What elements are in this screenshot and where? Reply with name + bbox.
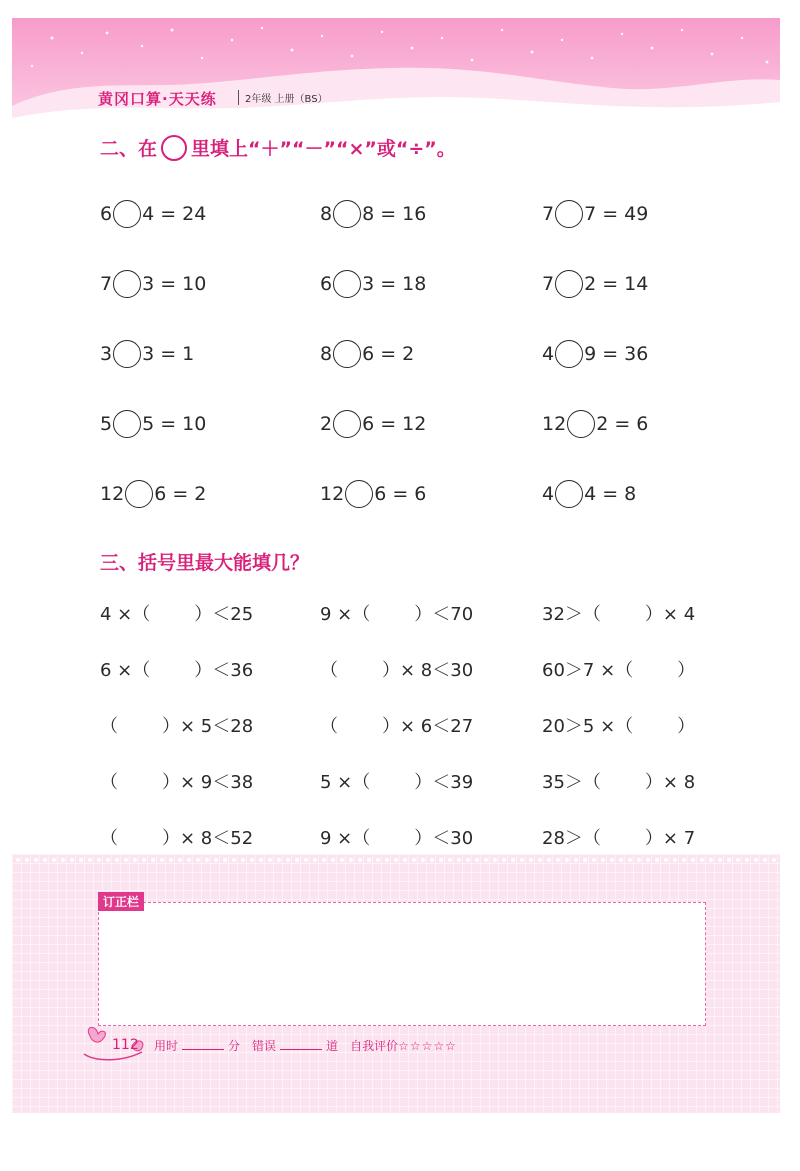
operator-problem: 5 5 = 10: [100, 410, 206, 438]
edition-label: 2年级 上册（BS）: [238, 90, 328, 105]
correction-area: [12, 854, 780, 1113]
inequality-problem: （ ）× 5＜28: [100, 716, 254, 737]
inequality-problem: 60＞7 ×（ ）: [542, 660, 696, 681]
inequality-problem: 9 ×（ ）＜30: [320, 828, 474, 849]
section3-title: 三、括号里最大能填几？: [100, 552, 310, 574]
operator-problem: 4 4 = 8: [542, 480, 636, 508]
inequality-problem: 20＞5 ×（ ）: [542, 716, 696, 737]
inequality-problem: 35＞（ ）× 8: [542, 772, 696, 793]
operator-circle[interactable]: [333, 200, 361, 228]
operator-problem: 7 2 = 14: [542, 270, 648, 298]
inequality-problem: 32＞（ ）× 4: [542, 604, 696, 625]
operator-circle[interactable]: [113, 200, 141, 228]
inequality-problem: （ ）× 9＜38: [100, 772, 254, 793]
errors-blank[interactable]: [280, 1049, 322, 1050]
operator-problem: 12 6 = 6: [320, 480, 426, 508]
operator-circle[interactable]: [113, 270, 141, 298]
operator-problem: 7 3 = 10: [100, 270, 206, 298]
inequality-problem: 28＞（ ）× 7: [542, 828, 696, 849]
inequality-problem: （ ）× 8＜30: [320, 660, 474, 681]
operator-circle[interactable]: [555, 340, 583, 368]
operator-circle[interactable]: [125, 480, 153, 508]
worksheet-page: [12, 18, 780, 1113]
operator-circle[interactable]: [113, 410, 141, 438]
operator-circle[interactable]: [555, 270, 583, 298]
operator-problem: 8 8 = 16: [320, 200, 426, 228]
operator-problem: 2 6 = 12: [320, 410, 426, 438]
operator-problem: 6 3 = 18: [320, 270, 426, 298]
inequality-problem: 9 ×（ ）＜70: [320, 604, 474, 625]
inequality-problem: 6 ×（ ）＜36: [100, 660, 254, 681]
operator-circle[interactable]: [555, 200, 583, 228]
time-blank[interactable]: [182, 1049, 224, 1050]
operator-problem: 12 6 = 2: [100, 480, 206, 508]
inequality-problem: 5 ×（ ）＜39: [320, 772, 474, 793]
operator-problem: 4 9 = 36: [542, 340, 648, 368]
inequality-problem: （ ）× 8＜52: [100, 828, 254, 849]
operator-circle[interactable]: [333, 340, 361, 368]
operator-problem: 8 6 = 2: [320, 340, 414, 368]
operator-circle[interactable]: [333, 270, 361, 298]
brand-title: 黄冈口算·天天练: [98, 90, 217, 108]
operator-circle[interactable]: [345, 480, 373, 508]
operator-problem: 12 2 = 6: [542, 410, 648, 438]
dot-border: [12, 856, 780, 864]
section2-title: 二、在 里填上“＋”“－”“×”或“÷”。: [100, 134, 456, 161]
operator-circle[interactable]: [555, 480, 583, 508]
correction-box[interactable]: [98, 902, 706, 1026]
rating-stars[interactable]: ☆☆☆☆☆: [398, 1039, 457, 1053]
operator-circle[interactable]: [567, 410, 595, 438]
self-assessment: 用时 分 错误 道 自我评价☆☆☆☆☆: [154, 1039, 457, 1053]
circle-icon: [161, 135, 187, 161]
header-banner: [12, 18, 780, 148]
inequality-problem: 4 ×（ ）＜25: [100, 604, 254, 625]
operator-problem: 6 4 = 24: [100, 200, 206, 228]
page-number: 112: [112, 1037, 139, 1053]
operator-circle[interactable]: [113, 340, 141, 368]
operator-problem: 7 7 = 49: [542, 200, 648, 228]
inequality-problem: （ ）× 6＜27: [320, 716, 474, 737]
correction-label: 订正栏: [98, 892, 144, 911]
operator-problem: 3 3 = 1: [100, 340, 194, 368]
operator-circle[interactable]: [333, 410, 361, 438]
